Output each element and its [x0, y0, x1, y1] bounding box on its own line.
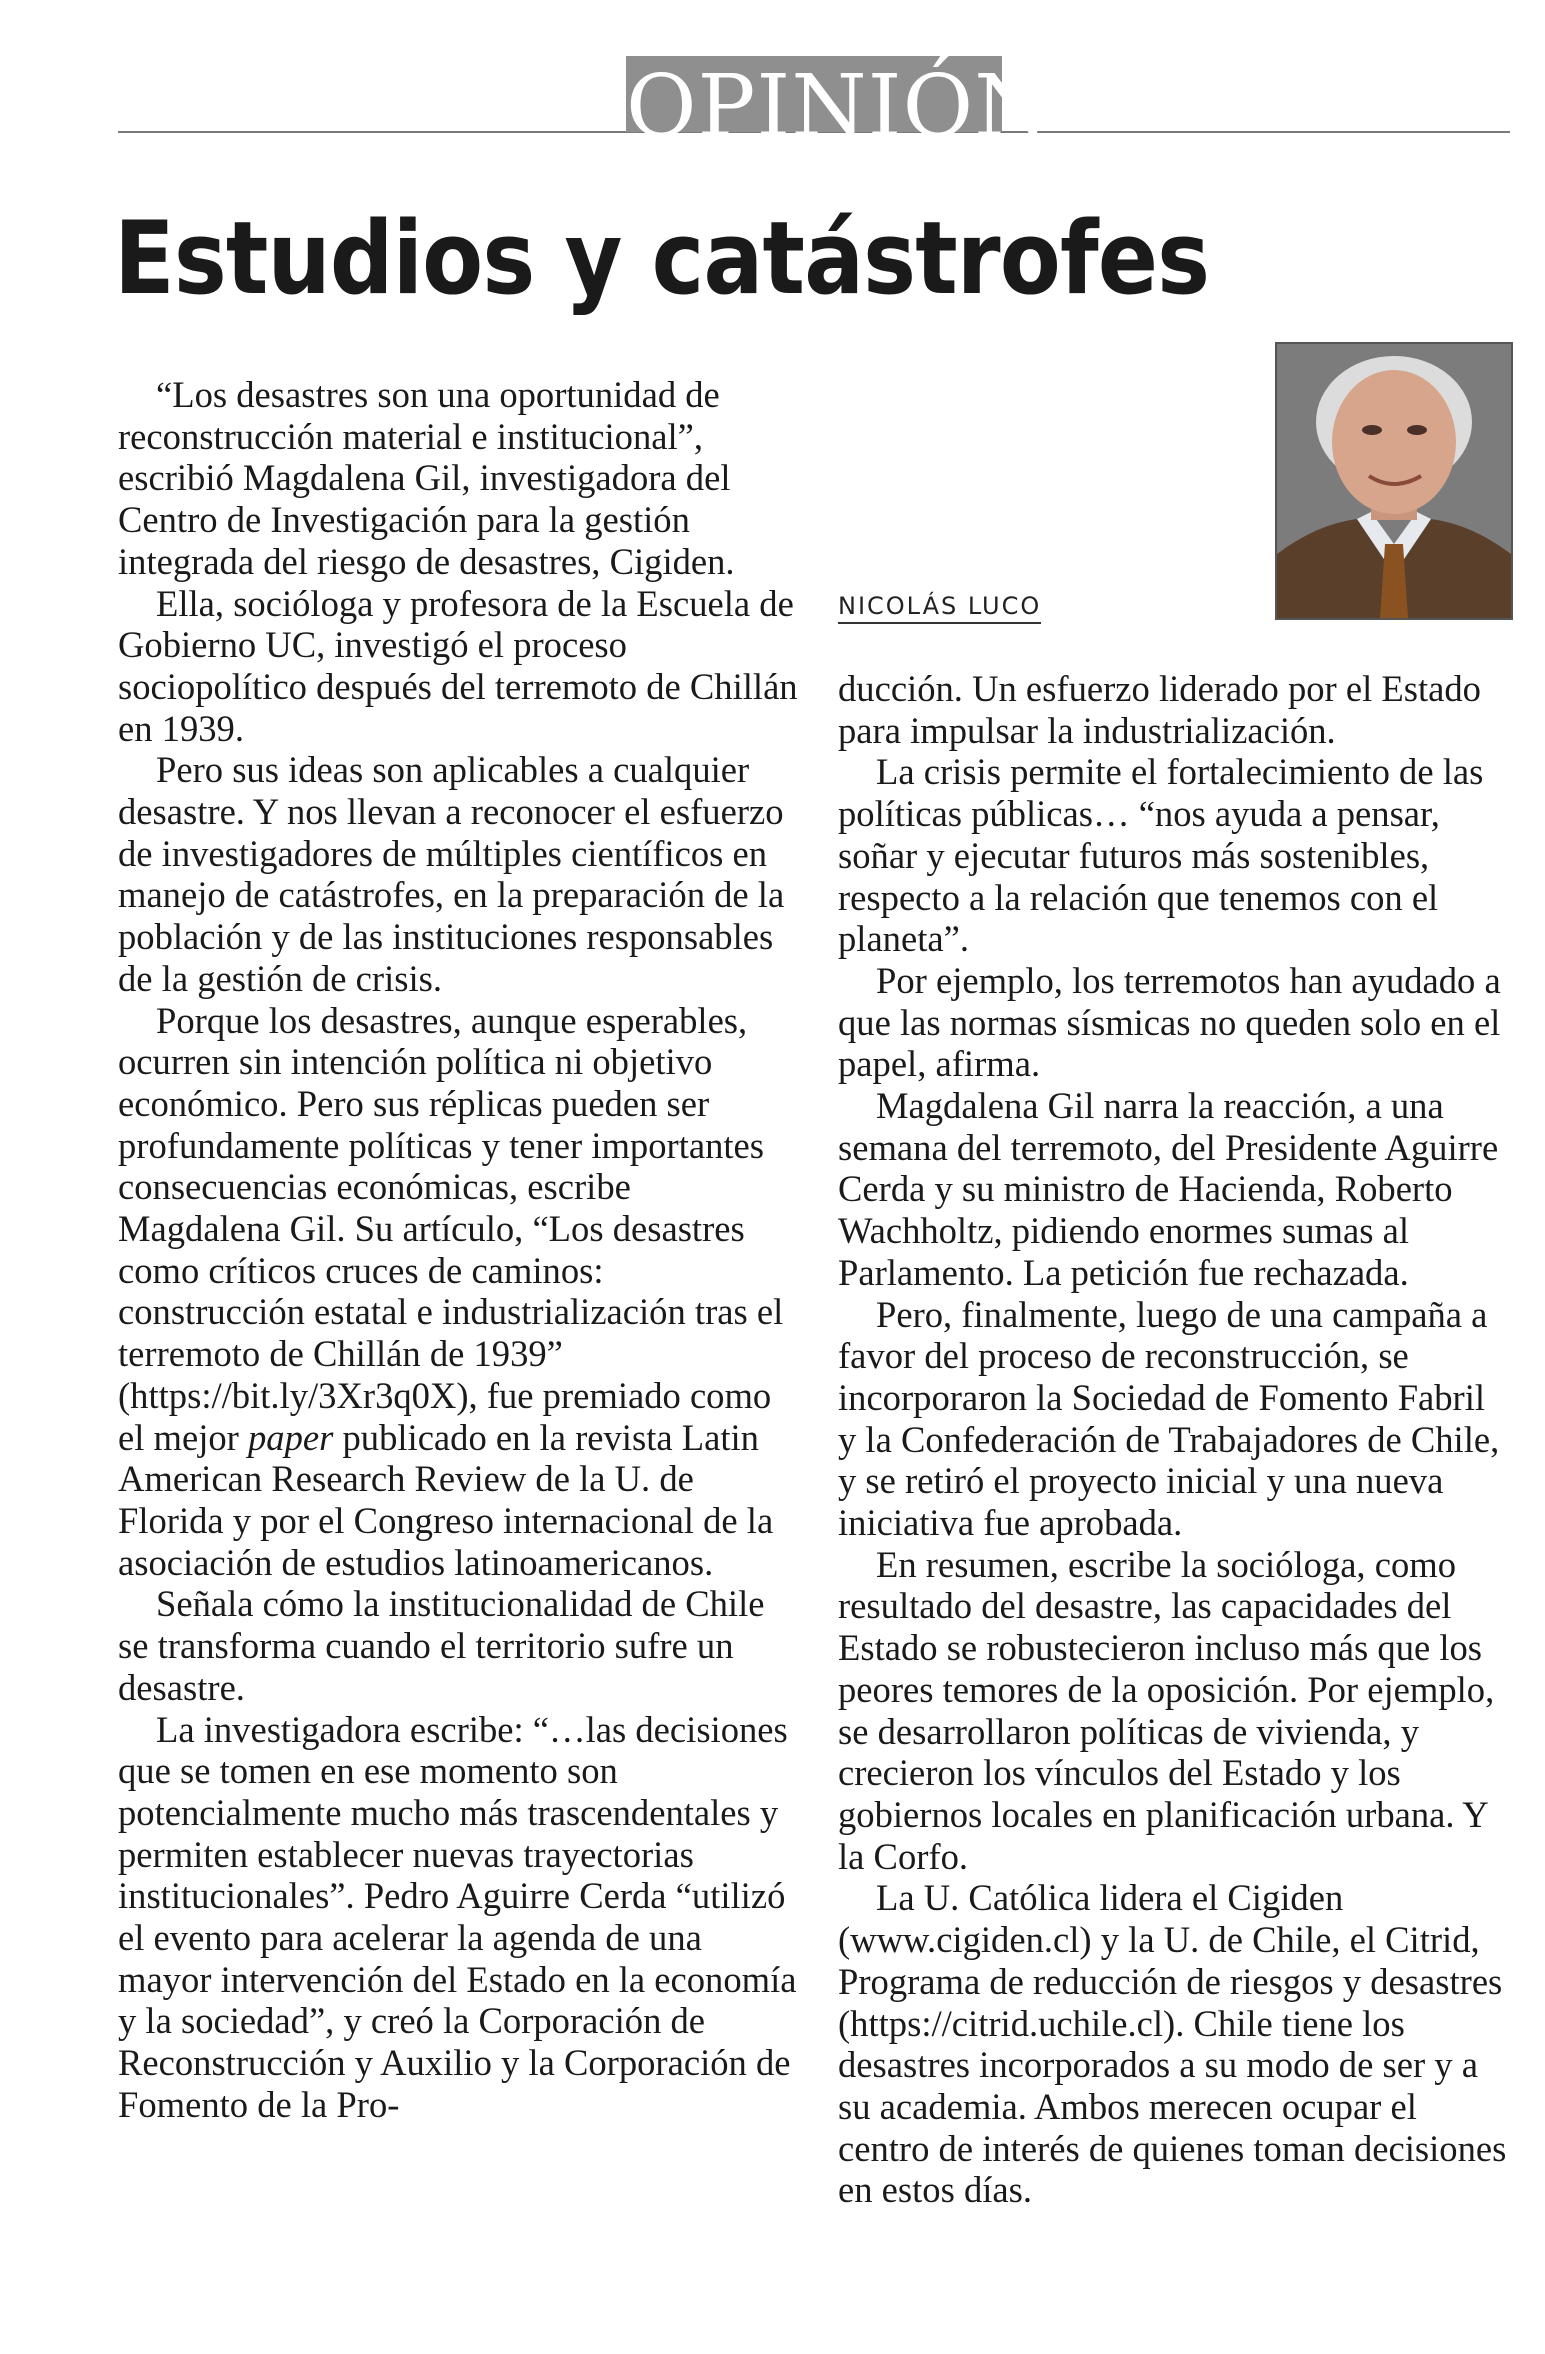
paragraph: Señala cómo la institucionalidad de Chile se transforma cuando el territorio sufre un desastre. [118, 1583, 765, 1708]
paragraph: La investigadora escribe: “…las decisiones que se tomen en ese momento son potencialmente mucho más trascendentales y permiten establecer nuevas trayectorias institucionales”. Pedro Aguirre Cerda “utilizó el evento para acelerar la agenda de una mayor intervención del Estado en la economía y la sociedad”, y creó la Corporación de Reconstrucción y Auxilio y la Corporación de Fomento de la Pro- [118, 1708, 797, 2125]
paragraph: La U. Católica lidera el Cigiden (www.cigiden.cl) y la U. de Chile, el Citrid, Programa de reducción de riesgos y desastres (https://citrid.uchile.cl). Chile tiene los desastres incorporados a su modo de ser y a su academia. Ambos merecen ocupar el centro de interés de quienes toman decisiones en estos días. [838, 1877, 1507, 2211]
author-byline: NICOLÁS LUCO [838, 592, 1041, 624]
author-portrait-icon [1275, 342, 1513, 620]
paragraph: Pero sus ideas son aplicables a cualquier desastre. Y nos llevan a reconocer el esfuerzo de investigadores de múltiples científicos en manejo de catástrofes, en la preparación de la población y de las instituciones responsables de la gestión de crisis. [118, 749, 785, 999]
author-portrait-drawing [1277, 344, 1511, 618]
paragraph: Por ejemplo, los terremotos han ayudado a que las normas sísmicas no queden solo en el papel, afirma. [838, 959, 1501, 1085]
paragraph: En resumen, escribe la socióloga, como resultado del desastre, las capacidades del Estado se robustecieron incluso más que los peores temores de la oposición. Por ejemplo, se desarrollaron políticas de vivienda, y crecieron los vínculos del Estado y los gobiernos locales en planificación urbana. Y la Corfo. [838, 1543, 1495, 1877]
italic-word: paper [248, 1416, 334, 1458]
paragraph: Porque los desastres, aunque esperables, ocurren sin intención política ni objetivo económico. Pero sus réplicas pueden ser profundamente políticas y tener importantes consecuencias económicas, escribe Magdalena Gil. Su artículo, “Los desastres como críticos cruces de caminos: construcción estatal e industrialización tras el terremoto de Chillán de 1939” (https://bit.ly/3Xr3q0X), fue premiado como el mejor paper publicado en la revista Latin American Research Review de la U. de Florida y por el Congreso internacional de la asociación de estudios latinoamericanos. [118, 999, 784, 1583]
section-label-text: OPINIÓN [626, 57, 1051, 157]
paragraph: Ella, socióloga y profesora de la Escuela de Gobierno UC, investigó el proceso sociopolítico después del terremoto de Chillán en 1939. [118, 582, 798, 749]
paragraph: “Los desastres son una oportunidad de reconstrucción material e institucional”, escribió Magdalena Gil, investigadora del Centro de Investigación para la gestión integrada del riesgo de desastres, Cigiden. [118, 374, 735, 582]
article-column-left [118, 374, 798, 2126]
paragraph: Magdalena Gil narra la reacción, a una semana del terremoto, del Presidente Aguirre Cerda y su ministro de Hacienda, Roberto Wachholtz, pidiendo enormes sumas al Parlamento. La petición fue rechazada. [838, 1085, 1499, 1293]
section-label [626, 56, 1051, 157]
paragraph: Pero, finalmente, luego de una campaña a favor del proceso de reconstrucción, se incorporaron la Sociedad de Fomento Fabril y la Confederación de Trabajadores de Chile, y se retiró el proyecto inicial y una nueva iniciativa fue aprobada. [838, 1293, 1500, 1544]
article-headline: Estudios y catástrofes [114, 199, 1210, 317]
paragraph: ducción. Un esfuerzo liderado por el Estado para impulsar la industrialización. [838, 668, 1481, 751]
paragraph: La crisis permite el fortalecimiento de las políticas públicas… “nos ayuda a pensar, soñar y ejecutar futuros más sostenibles, respecto a la relación que tenemos con el planeta”. [838, 751, 1484, 960]
article-column-right [838, 668, 1510, 2211]
